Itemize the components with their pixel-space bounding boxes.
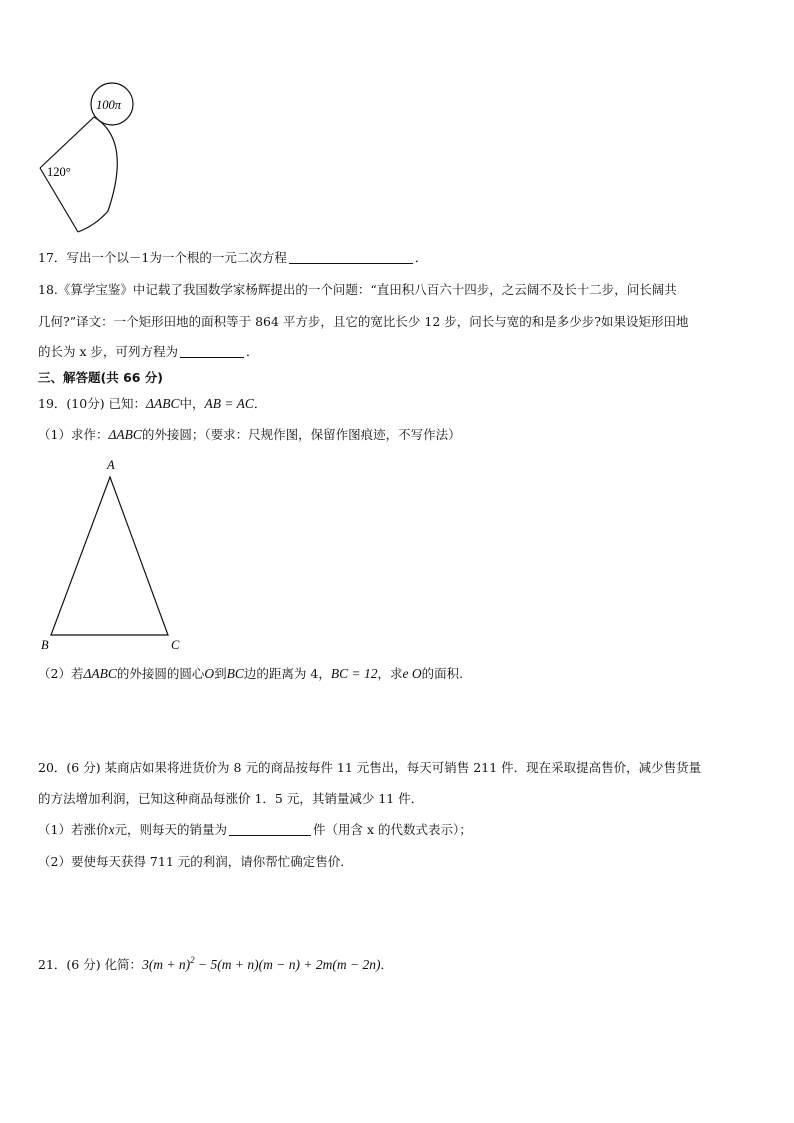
vertex-a-label: A xyxy=(107,458,115,472)
sector-arc xyxy=(78,117,117,232)
question-18-line3: 的长为 x 步，可列方程为 ． xyxy=(38,344,259,359)
section-3-title: 三、解答题(共 66 分) xyxy=(38,370,164,385)
question-20-line2: 的方法增加利润，已知这种商品每涨价 1．5 元，其销量减少 11 件． xyxy=(38,791,424,806)
question-20-line1: 20．(6 分) 某商店如果将进货价为 8 元的商品按每件 11 元售出，每天可销售 211 件．现在采取提高售价，减少售货量 xyxy=(38,760,702,775)
triangle-abc-figure xyxy=(35,455,195,655)
circle-label: 100π xyxy=(96,98,122,112)
q18-answer-blank[interactable] xyxy=(180,344,244,358)
angle-label: 120° xyxy=(47,165,71,179)
question-18-line2: 几何?”译文：一个矩形田地的面积等于 864 平方步，且它的宽比长少 12 步，问长与宽的和是多少步?如果设矩形田地 xyxy=(38,314,689,329)
cone-sector-figure xyxy=(30,80,190,240)
q20-answer-blank[interactable] xyxy=(229,822,311,836)
question-17: 17．写出一个以－1为一个根的一元二次方程 ． xyxy=(38,250,428,265)
vertex-b-label: B xyxy=(41,638,49,652)
q21-expression: $3(m + n)^2 - 5(m + n)(m - n) + 2m(m - 2n)$ xyxy=(142,955,381,972)
question-19: 19．(10分) 已知：ΔABC中，AB = AC． xyxy=(38,396,267,411)
sector-radius-upper xyxy=(40,117,94,168)
question-20-part2: （2）要使每天获得 711 元的利润，请你帮忙确定售价． xyxy=(38,854,353,869)
question-19-part1: （1）求作：ΔABC的外接圆；（要求：尺规作图，保留作图痕迹，不写作法） xyxy=(38,427,461,442)
question-19-part2: （2）若ΔABC的外接圆的圆心O到BC边的距离为 4，BC = 12，求e O的面积. xyxy=(38,666,464,681)
q17-text: 17．写出一个以－1为一个根的一元二次方程 xyxy=(38,250,287,265)
vertex-c-label: C xyxy=(171,638,180,652)
question-20-part1: （1）若涨价x元，则每天的销量为 件（用含 x 的代数式表示）； xyxy=(38,822,472,837)
question-18-line1: 18.《算学宝鉴》中记载了我国数学家杨辉提出的一个问题：“直田积八百六十四步，之云阔不及长十二步，问长阔共 xyxy=(38,282,677,297)
q17-answer-blank[interactable] xyxy=(289,250,413,264)
question-21: 21．(6 分) 化简：$3(m + n)^2 - 5(m + n)(m - n) + 2m(m - 2n)$． xyxy=(38,955,393,972)
triangle-abc xyxy=(51,477,168,635)
